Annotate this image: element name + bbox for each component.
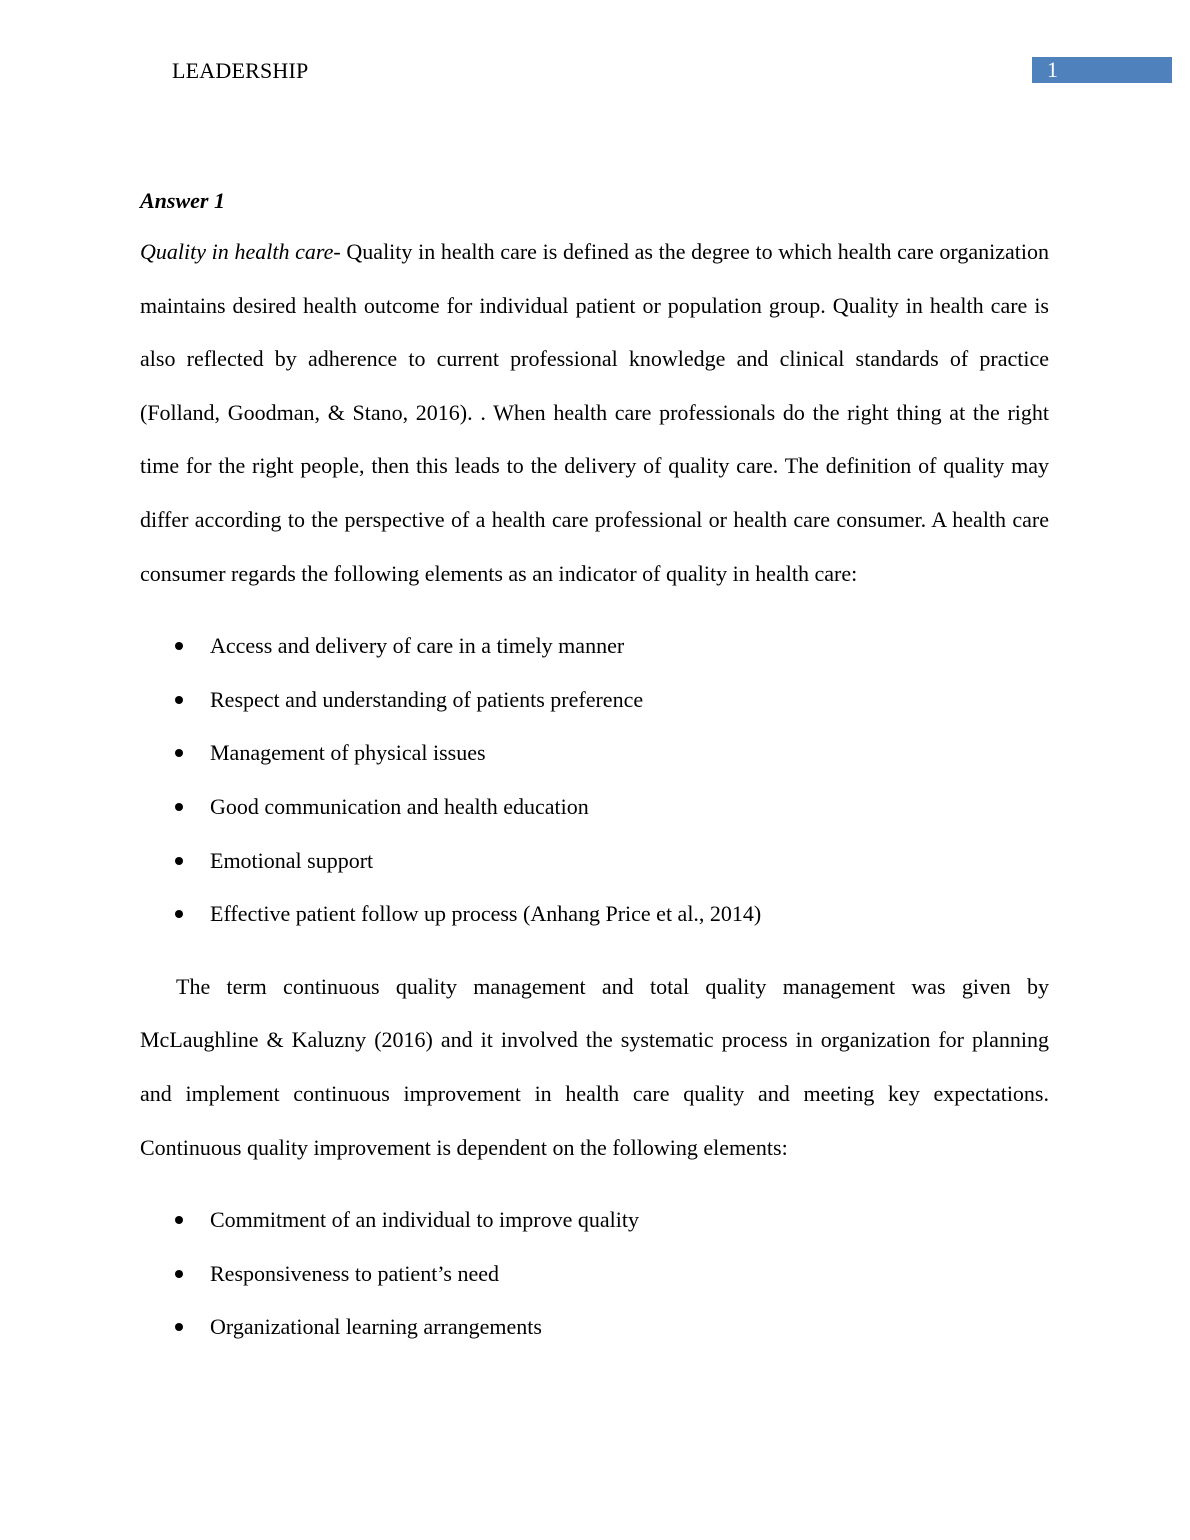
bullet-icon: [175, 749, 183, 757]
bullet-icon: [175, 1323, 183, 1331]
bullet-icon: [175, 803, 183, 811]
list-item: [140, 1247, 1049, 1301]
document-body: [140, 186, 1049, 1354]
list-item-text: Organizational learning arrangements: [210, 1314, 542, 1340]
bullet-icon: [175, 910, 183, 918]
list-item-text: Good communication and health education: [210, 793, 589, 819]
bullet-icon: [175, 696, 183, 704]
page-number-box: [1032, 57, 1172, 83]
bullet-icon: [175, 1270, 183, 1278]
bullet-icon: [175, 1216, 183, 1224]
section-heading: Answer 1: [140, 188, 225, 213]
list-item: [140, 780, 1049, 834]
paragraph-quality-definition: [140, 225, 1049, 600]
paragraph-body-text: Quality in health care is defined as the degree to which health care organization maintains desired health outcome for individual patient or population group. Quality in health care is also reflected by adherence to current professional knowledge and clinical standards of practice (Folland, Goodman, & Stano, 2016). . When health care professionals do the right thing at the right time for the right people, then this leads to the delivery of quality care. The definition of quality may differ according to the perspective of a health care professional or health care consumer. A health care consumer regards the following elements as an indicator of quality in health care:: [140, 239, 1049, 586]
list-item: [140, 619, 1049, 673]
bullet-list-cqi-elements: [140, 1193, 1049, 1354]
list-item-text: Respect and understanding of patients preference: [210, 686, 644, 712]
list-item: [140, 673, 1049, 727]
list-item: [140, 834, 1049, 888]
list-item-text: Effective patient follow up process (Anhang Price et al., 2014): [210, 901, 762, 927]
list-item-text: Management of physical issues: [210, 740, 486, 766]
list-item: [140, 1193, 1049, 1247]
list-item: [140, 1300, 1049, 1354]
bullet-list-consumer-indicators: [140, 619, 1049, 941]
paragraph-continuous-quality: The term continuous quality management and total quality management was given by McLaughline & Kaluzny (2016) and it involved the systematic process in organization for planning and implement continuous improvement in health care quality and meeting key expectations. Continuous quality improvement is dependent on the following elements:: [140, 973, 1049, 1160]
bullet-icon: [175, 642, 183, 650]
list-item-text: Access and delivery of care in a timely manner: [210, 633, 625, 659]
list-item-text: Commitment of an individual to improve quality: [210, 1207, 639, 1233]
page-number: 1: [1047, 57, 1058, 82]
list-item: [140, 887, 1049, 941]
list-item-text: Emotional support: [210, 847, 374, 873]
list-item: [140, 726, 1049, 780]
paragraph-lead-term: Quality in health care-: [140, 239, 341, 264]
bullet-icon: [175, 857, 183, 865]
list-item-text: Responsiveness to patient’s need: [210, 1260, 500, 1286]
running-header-title: LEADERSHIP: [172, 58, 309, 83]
